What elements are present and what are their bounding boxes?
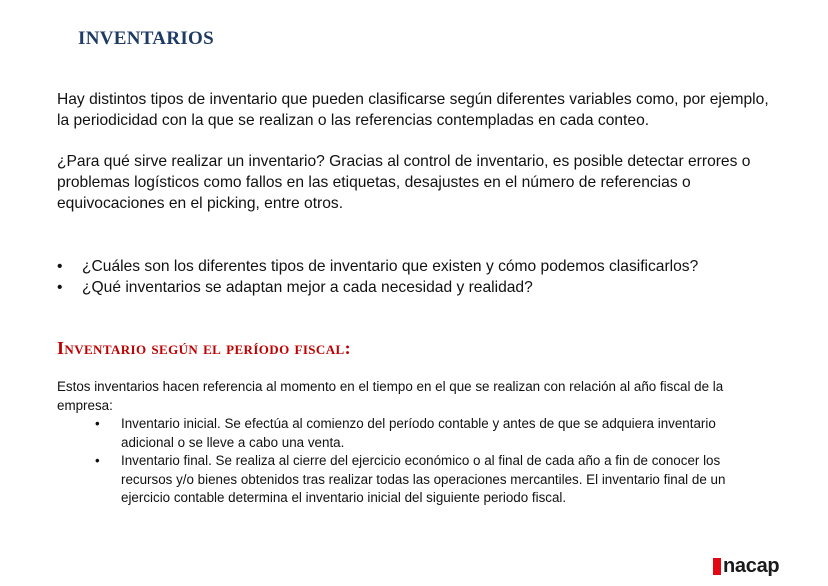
intro-paragraph: Hay distintos tipos de inventario que pueden clasificarse según diferentes variables como, por ejemplo, la periodicidad con la que se realizan o las referencias contempladas en cada conteo. <box>57 91 769 129</box>
question-text: ¿Qué inventarios se adaptan mejor a cada necesidad y realidad? <box>82 279 533 296</box>
bullet-icon: • <box>95 416 100 431</box>
bullet-icon: • <box>57 258 63 275</box>
question-list <box>57 256 698 298</box>
bullet-icon: • <box>95 453 100 468</box>
logo-mark-icon <box>713 558 721 575</box>
inventory-type-text: Inventario final. Se realiza al cierre del ejercicio económico o al final de cada año a fin de conocer los recursos y/o bienes obtenidos tras realizar todas las operaciones mercantiles. El inventario final de un ejercicio contable determina el inventario inicial del siguiente periodo fiscal. <box>121 453 726 505</box>
inacap-logo <box>713 554 779 576</box>
logo-text: nacap <box>723 555 780 577</box>
list-item <box>93 452 755 508</box>
list-item <box>57 277 698 298</box>
bullet-icon: • <box>57 279 63 296</box>
purpose-paragraph: ¿Para qué sirve realizar un inventario? Gracias al control de inventario, es posible detectar errores o problemas logísticos como fallos en las etiquetas, desajustes en el número de referencias o equivocaciones en el picking, entre otros. <box>57 153 751 212</box>
list-item <box>93 415 755 452</box>
section-heading: Inventario según el período fiscal: <box>57 338 351 358</box>
question-text: ¿Cuáles son los diferentes tipos de inventario que existen y cómo podemos clasificarlos? <box>82 258 699 275</box>
inventory-type-text: Inventario inicial. Se efectúa al comienzo del período contable y antes de que se adquiera inventario adicional o se lleve a cabo una venta. <box>121 416 716 450</box>
page-title: INVENTARIOS <box>78 28 214 49</box>
inventory-type-list <box>93 415 755 508</box>
section-intro: Estos inventarios hacen referencia al momento en el tiempo en el que se realizan con relación al año fiscal de la empresa: <box>57 379 724 413</box>
list-item <box>57 256 698 277</box>
